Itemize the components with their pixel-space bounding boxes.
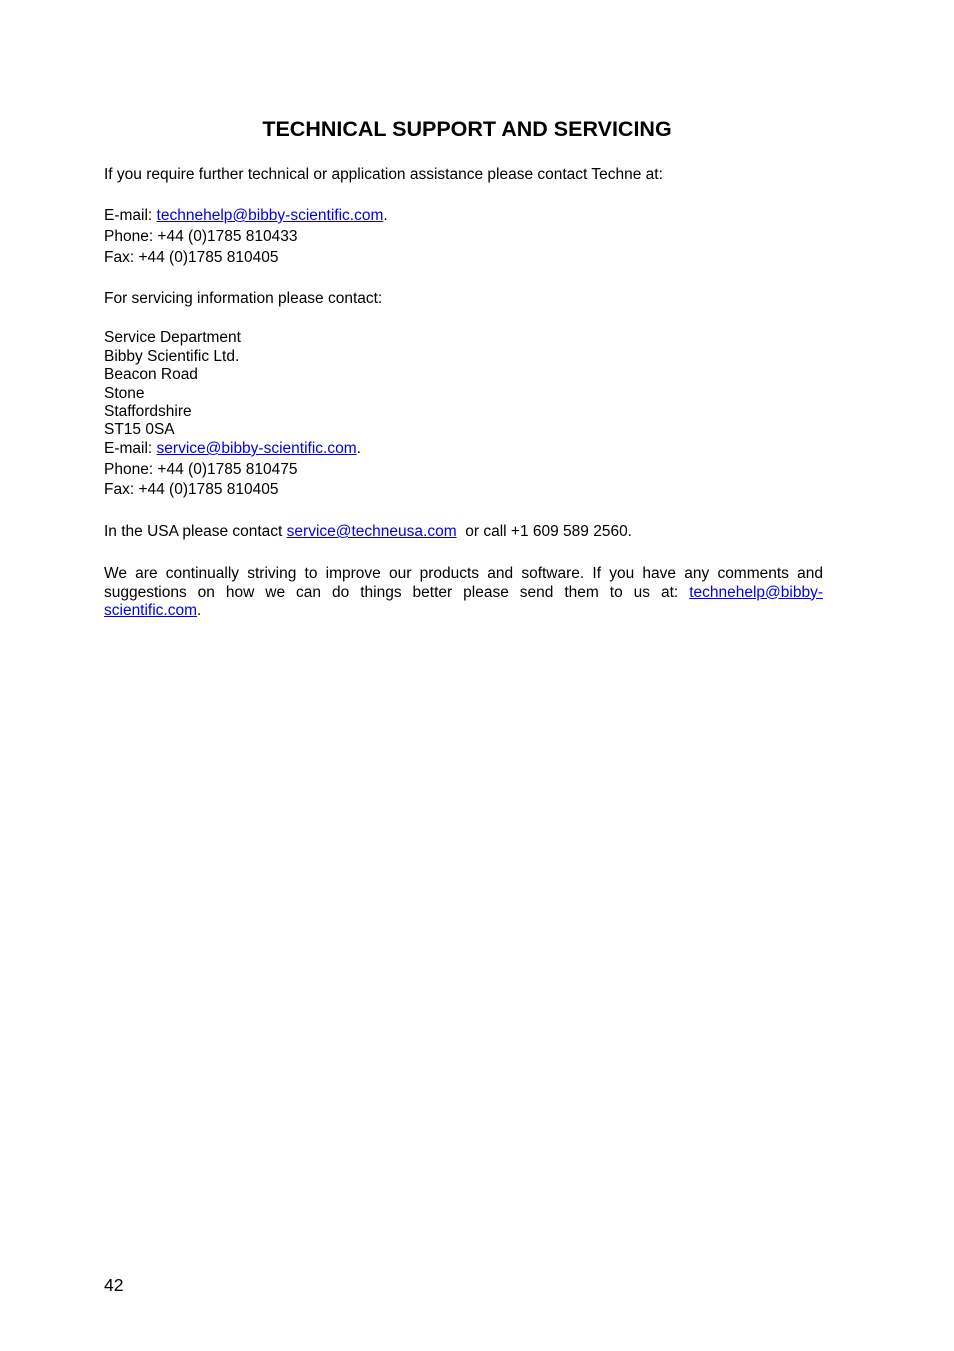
page-number: 42 [104,1275,124,1295]
address-line-1: Service Department [104,329,241,346]
address-line-5: Staffordshire [104,403,192,420]
support-email-line [104,207,388,226]
usa-contact-line [104,523,632,542]
address-line-4: Stone [104,385,145,402]
address-line-2: Bibby Scientific Ltd. [104,348,240,365]
usa-suffix: or call +1 609 589 2560. [456,523,632,540]
support-fax: Fax: +44 (0)1785 810405 [104,249,279,266]
feedback-email-link[interactable]: technehelp@bibby-scientific.com [104,583,823,619]
service-phone: Phone: +44 (0)1785 810475 [104,461,298,478]
feedback-suffix: . [197,602,202,619]
usa-prefix: In the USA please contact [104,523,287,540]
support-email-label: E-mail: [104,207,157,224]
address-line-6: ST15 0SA [104,421,175,438]
service-fax: Fax: +44 (0)1785 810405 [104,481,279,498]
address-line-3: Beacon Road [104,366,198,383]
service-email-link[interactable]: service@bibby-scientific.com [156,440,357,457]
servicing-intro: For servicing information please contact: [104,290,383,307]
feedback-paragraph [104,565,823,621]
service-email-line [104,440,361,459]
page-title: TECHNICAL SUPPORT AND SERVICING [262,117,672,141]
support-phone: Phone: +44 (0)1785 810433 [104,228,298,245]
service-email-label: E-mail: [104,440,157,457]
usa-email-link[interactable]: service@techneusa.com [286,523,457,540]
service-email-suffix: . [356,440,361,457]
support-email-link[interactable]: technehelp@bibby-scientific.com [156,207,384,224]
feedback-text: We are continually striving to improve our products and software. If you have any comments and suggestions on how we can do things better please send them to us at: [104,565,823,601]
support-email-suffix: . [383,207,388,224]
intro-text: If you require further technical or application assistance please contact Techne at: [104,166,663,183]
